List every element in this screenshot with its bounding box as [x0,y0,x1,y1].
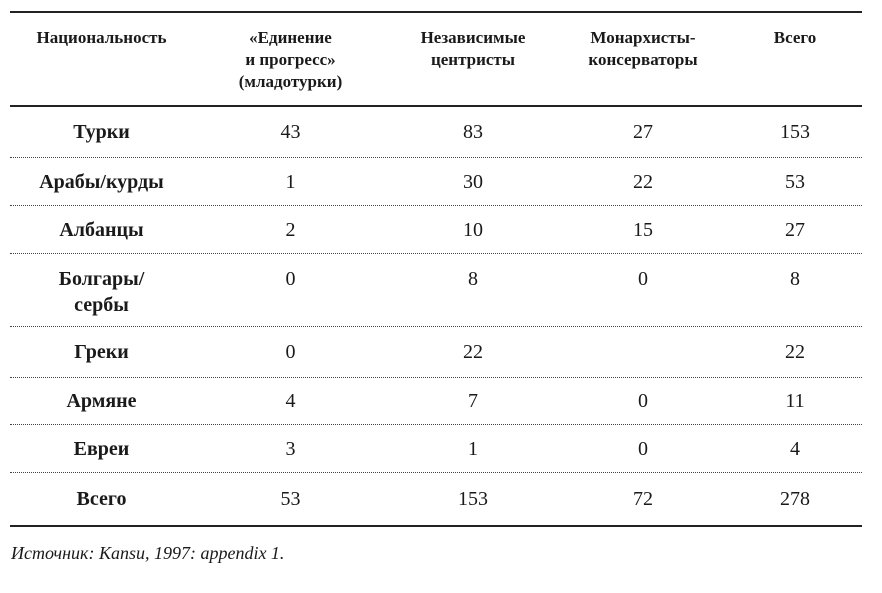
row-label: Греки [74,341,129,363]
cell-value: 4 [790,437,800,460]
cell-value: 0 [638,268,648,290]
row-label: Евреи [73,437,130,460]
table-row [10,206,862,254]
cell-value: 8 [790,268,800,290]
header-union-progress: «Единение и прогресс» (младотурки) [238,28,343,91]
cell-value: 27 [633,121,653,143]
cell-value: 30 [463,170,483,193]
cell-value: 153 [780,121,810,143]
header-total: Всего [773,28,817,47]
table-row-total [10,473,862,525]
cell-value: 53 [280,488,301,510]
cell-value: 0 [285,268,296,290]
table-row [10,327,862,378]
cell-value: 53 [785,170,805,193]
row-label: Албанцы [59,218,144,241]
cell-value: 8 [468,268,478,290]
table-row [10,378,862,425]
cell-value: 3 [285,437,296,460]
cell-value: 22 [633,170,653,193]
cell-value: 22 [463,341,483,363]
row-label: Арабы/курды [39,170,164,193]
row-label: Болгары/ сербы [58,268,145,316]
row-label: Всего [76,488,127,510]
table-row [10,107,862,158]
cell-value: 0 [285,341,296,363]
source-note: Источник: Kansu, 1997: appendix 1. [11,543,285,563]
cell-value: 15 [633,218,653,241]
cell-value: 4 [285,390,296,412]
table-row [10,158,862,206]
table-header [10,13,862,105]
cell-value: 278 [780,488,810,510]
cell-value: 83 [463,121,483,143]
table-row [10,425,862,473]
table-bottom-rule [10,525,862,527]
cell-value: 11 [785,390,805,412]
table-container [10,11,862,527]
row-label: Турки [73,121,130,143]
cell-value: 7 [468,390,478,412]
row-label: Армяне [66,390,137,412]
table-row [10,254,862,327]
cell-value: 10 [463,218,483,241]
header-independent-centrists: Независимые центристы [420,28,526,69]
cell-value: 27 [785,218,805,241]
header-nationality: Национальность [36,28,167,47]
header-monarchists: Монархисты- консерваторы [588,28,698,69]
cell-value: 2 [285,218,296,241]
cell-value: 22 [785,341,805,363]
cell-value: 0 [638,437,648,460]
cell-value: 0 [638,390,648,412]
cell-value: 1 [468,437,478,460]
cell-value: 43 [280,121,301,143]
cell-value: 72 [633,488,653,510]
cell-value: 153 [458,488,488,510]
cell-value: 1 [285,170,296,193]
